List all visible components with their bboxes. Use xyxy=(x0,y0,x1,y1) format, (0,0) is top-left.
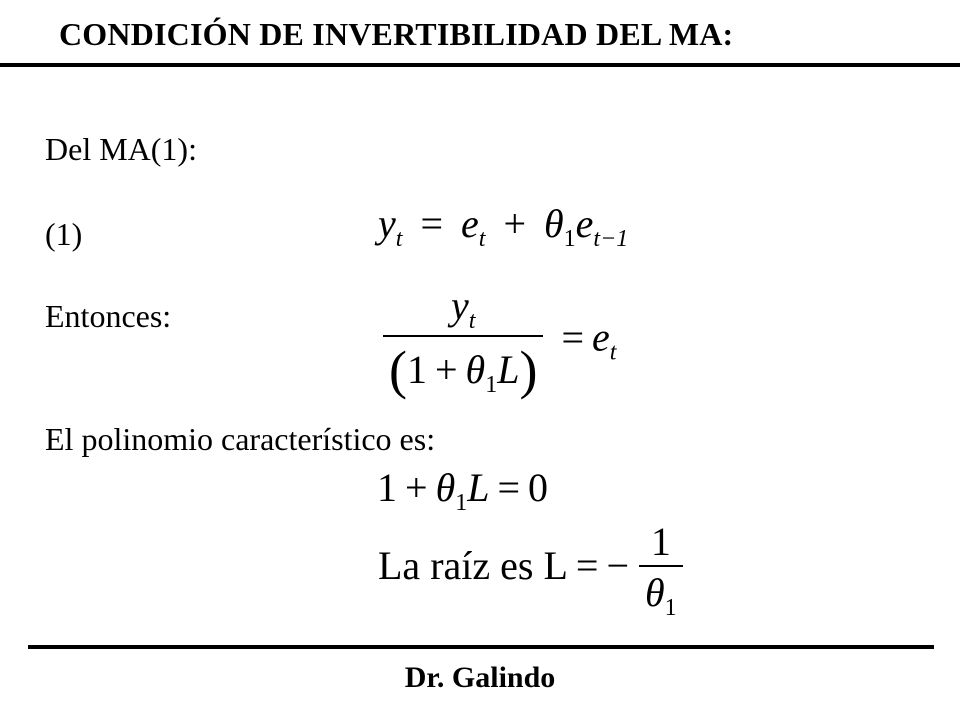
fraction-denominator: $(1 + \theta_1L)$ xyxy=(383,335,543,401)
fraction xyxy=(383,282,543,401)
t-subscript: t xyxy=(478,226,486,252)
one-subscript: 1 xyxy=(563,226,576,252)
equals-sign: = xyxy=(561,314,584,360)
then-label: Entonces: xyxy=(45,298,172,334)
equation-number-label: (1) xyxy=(45,216,83,252)
e-symbol: e xyxy=(592,314,610,360)
equals-sign: = xyxy=(420,201,443,246)
fraction xyxy=(639,518,683,622)
inverted-equation xyxy=(383,282,616,401)
footer-author: Dr. Galindo xyxy=(404,661,556,694)
y-symbol: y xyxy=(378,201,396,246)
root-equation: La raíz es L = − $\frac{1}{\theta_1}$ xyxy=(378,518,683,622)
bottom-divider xyxy=(28,645,934,649)
characteristic-polynomial-equation: $1 + \theta_1L = 0$ xyxy=(377,465,549,516)
t-subscript: t xyxy=(609,339,617,366)
t-subscript: t xyxy=(395,226,403,252)
theta-symbol: θ xyxy=(544,201,564,246)
t-minus-1-subscript: t−1 xyxy=(593,226,629,252)
top-divider xyxy=(0,63,960,67)
fraction-denominator: $\theta_1$ xyxy=(639,565,683,622)
plus-sign: + xyxy=(503,201,526,246)
ma1-equation xyxy=(378,200,628,253)
e-symbol: e xyxy=(575,201,594,246)
e-symbol: e xyxy=(461,201,479,246)
root-text: La raíz es L xyxy=(378,543,568,589)
polynomial-label: El polinomio característico es: xyxy=(45,421,436,457)
fraction-numerator: 1 xyxy=(650,519,671,564)
fraction-numerator: $y_t$ xyxy=(451,283,476,334)
intro-text: Del MA(1): xyxy=(45,131,197,167)
page-title: CONDICIÓN DE INVERTIBILIDAD DEL MA: xyxy=(59,16,734,52)
